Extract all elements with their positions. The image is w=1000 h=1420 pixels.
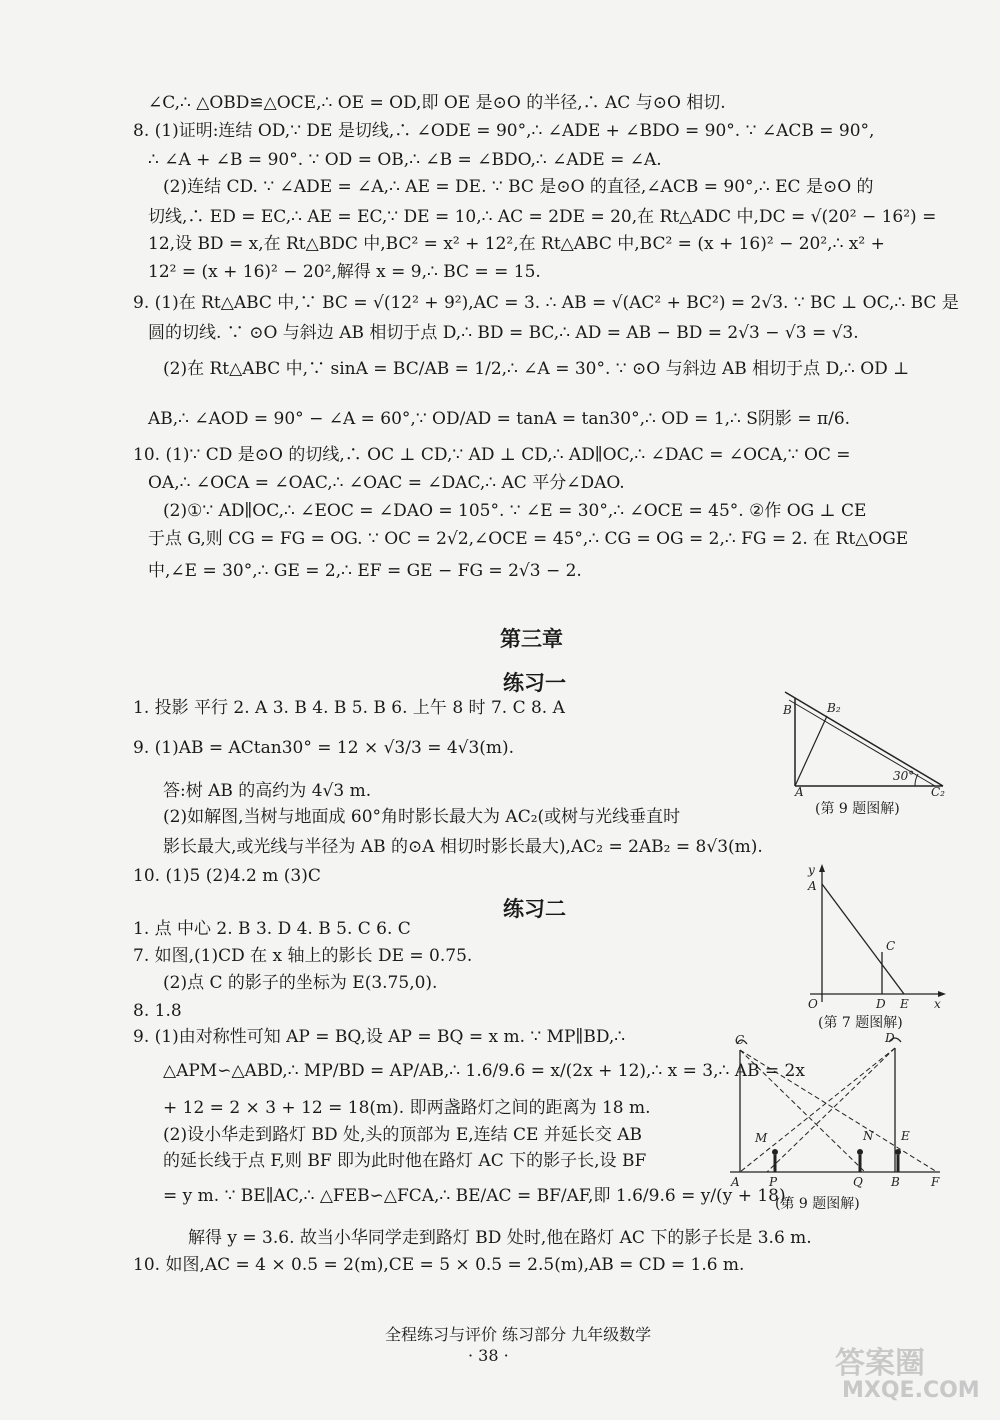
coordinate-shadow-figure xyxy=(800,862,950,1010)
text-line: + 12 = 2 × 3 + 12 = 18(m). 即两盏路灯之间的距离为 18 m. xyxy=(163,1098,651,1118)
fig1-label: A xyxy=(795,785,804,798)
text-line: AB,∴ ∠AOD = 90° − ∠A = 60°,∵ OD/AD = tanA = tan30°,∴ OD = 1,∴ S阴影 = π/6. xyxy=(148,409,851,429)
fig3-label: B xyxy=(891,1175,900,1189)
fig2-label: x xyxy=(934,997,941,1010)
text-line: (2)设小华走到路灯 BD 处,头的顶部为 E,连结 CE 并延长交 AB xyxy=(163,1125,643,1145)
text-line: 8. 1.8 xyxy=(133,1001,182,1021)
fig2-label: C xyxy=(886,939,896,953)
fig1-label: 30° xyxy=(893,769,915,783)
street-lamp-figure xyxy=(725,1030,945,1195)
section-title: 练习二 xyxy=(503,896,566,921)
page-number: · 38 · xyxy=(468,1346,509,1365)
text-line: 圆的切线. ∵ ⊙O 与斜边 AB 相切于点 D,∴ BD = BC,∴ AD = AB − BD = 2√3 − √3 = √3. xyxy=(148,323,859,343)
text-line: 7. 如图,(1)CD 在 x 轴上的影长 DE = 0.75. xyxy=(133,946,473,966)
text-line: ∴ ∠A + ∠B = 90°. ∵ OD = OB,∴ ∠B = ∠BDO,∴ ∠ADE = ∠A. xyxy=(148,150,662,170)
figure-caption: (第 7 题图解) xyxy=(818,1015,903,1031)
fig1-label: B₂ xyxy=(827,701,841,715)
text-line: 解得 y = 3.6. 故当小华同学走到路灯 BD 处时,他在路灯 AC 下的影子长是 3.6 m. xyxy=(188,1228,812,1248)
figure-caption: (第 9 题图解) xyxy=(815,801,900,817)
text-line: 中,∠E = 30°,∴ GE = 2,∴ EF = GE − FG = 2√3 − 2. xyxy=(148,561,582,581)
text-line: (2)在 Rt△ABC 中,∵ sinA = BC/AB = 1/2,∴ ∠A = 30°. ∵ ⊙O 与斜边 AB 相切于点 D,∴ OD ⊥ xyxy=(163,359,910,379)
fig2-label: y xyxy=(808,863,815,877)
text-line: 1. 投影 平行 2. A 3. B 4. B 5. B 6. 上午 8 时 7. C 8. A xyxy=(133,698,565,718)
fig2-label: E xyxy=(900,997,909,1010)
fig3-label: P xyxy=(769,1175,778,1189)
fig3-label: N xyxy=(863,1129,874,1143)
text-line: 影长最大,或光线与半径为 AB 的⊙A 相切时影长最大),AC₂ = 2AB₂ = 8√3(m). xyxy=(163,837,763,857)
text-line: 10. 如图,AC = 4 × 0.5 = 2(m),CE = 5 × 0.5 = 2.5(m),AB = CD = 1.6 m. xyxy=(133,1255,745,1275)
fig1-label: B xyxy=(783,703,792,717)
fig3-label: M xyxy=(755,1131,768,1145)
chapter-title: 第三章 xyxy=(500,626,563,651)
fig3-label: C xyxy=(735,1033,745,1047)
text-line: (2)点 C 的影子的坐标为 E(3.75,0). xyxy=(163,973,438,993)
fig1-label: C₂ xyxy=(931,785,945,798)
text-line: 12² = (x + 16)² − 20²,解得 x = 9,∴ BC = = 15. xyxy=(148,262,541,282)
footer-title: 全程练习与评价 练习部分 九年级数学 xyxy=(385,1325,652,1344)
text-line: 于点 G,则 CG = FG = OG. ∵ OC = 2√2,∠OCE = 45°,∴ CG = OG = 2,∴ FG = 2. 在 Rt△OGE xyxy=(148,529,909,549)
text-line: 10. (1)5 (2)4.2 m (3)C xyxy=(133,866,321,886)
tree-shadow-figure xyxy=(775,688,950,798)
text-line: △APM∽△ABD,∴ MP/BD = AP/AB,∴ 1.6/9.6 = x/(2x + 12),∴ x = 3,∴ AB = 2x xyxy=(163,1061,805,1081)
fig2-label: O xyxy=(808,997,818,1010)
text-line: (2)①∵ AD∥OC,∴ ∠EOC = ∠DAO = 105°. ∵ ∠E = 30°,∴ ∠OCE = 45°. ②作 OG ⊥ CE xyxy=(163,501,867,521)
text-line: (2)连结 CD. ∵ ∠ADE = ∠A,∴ AE = DE. ∵ BC 是⊙O 的直径,∠ACB = 90°,∴ EC 是⊙O 的 xyxy=(163,177,874,197)
text-line: ∠C,∴ △OBD≌△OCE,∴ OE = OD,即 OE 是⊙O 的半径,∴ AC 与⊙O 相切. xyxy=(148,93,726,113)
text-line: 12,设 BD = x,在 Rt△BDC 中,BC² = x² + 12²,在 Rt△ABC 中,BC² = (x + 16)² − 20²,∴ x² + xyxy=(148,234,885,254)
fig3-label: A xyxy=(731,1175,740,1189)
fig3-label: E xyxy=(901,1129,910,1143)
text-line: (2)如解图,当树与地面成 60°角时影长最大为 AC₂(或树与光线垂直时 xyxy=(163,807,681,827)
fig3-label: D xyxy=(885,1031,895,1045)
text-line: 9. (1)在 Rt△ABC 中,∵ BC = √(12² + 9²),AC = 3. ∴ AB = √(AC² + BC²) = 2√3. ∵ BC ⊥ OC,∴ BC 是 xyxy=(133,293,959,313)
text-line: = y m. ∵ BE∥AC,∴ △FEB∽△FCA,∴ BE/AC = BF/AF,即 1.6/9.6 = y/(y + 18). xyxy=(163,1186,792,1206)
text-line: 的延长线于点 F,则 BF 即为此时他在路灯 AC 下的影子长,设 BF xyxy=(163,1151,647,1171)
text-line: 8. (1)证明:连结 OD,∵ DE 是切线,∴ ∠ODE = 90°,∴ ∠ADE + ∠BDO = 90°. ∵ ∠ACB = 90°, xyxy=(133,121,875,141)
text-line: 切线,∴ ED = EC,∴ AE = EC,∵ DE = 10,∴ AC = 2DE = 20,在 Rt△ADC 中,DC = √(20² − 16²) = xyxy=(148,207,937,227)
text-line: 答:树 AB 的高约为 4√3 m. xyxy=(163,781,372,801)
text-line: OA,∴ ∠OCA = ∠OAC,∴ ∠OAC = ∠DAC,∴ AC 平分∠DAO. xyxy=(148,473,625,493)
section-title: 练习一 xyxy=(503,670,566,695)
fig3-label: Q xyxy=(853,1175,863,1189)
text-line: 9. (1)由对称性可知 AP = BQ,设 AP = BQ = x m. ∵ MP∥BD,∴ xyxy=(133,1027,626,1047)
text-line: 1. 点 中心 2. B 3. D 4. B 5. C 6. C xyxy=(133,919,411,939)
fig2-label: A xyxy=(808,879,817,893)
text-line: 9. (1)AB = ACtan30° = 12 × √3/3 = 4√3(m). xyxy=(133,738,515,758)
figure-caption: (第 9 题图解) xyxy=(775,1196,860,1212)
text-line: 10. (1)∵ CD 是⊙O 的切线,∴ OC ⊥ CD,∵ AD ⊥ CD,∴ AD∥OC,∴ ∠DAC = ∠OCA,∵ OC = xyxy=(133,445,851,465)
watermark-url: MXQE.COM xyxy=(842,1378,980,1403)
fig2-label: D xyxy=(876,997,886,1010)
fig3-label: F xyxy=(931,1175,940,1189)
watermark-logo: 答案圈 xyxy=(835,1346,925,1381)
